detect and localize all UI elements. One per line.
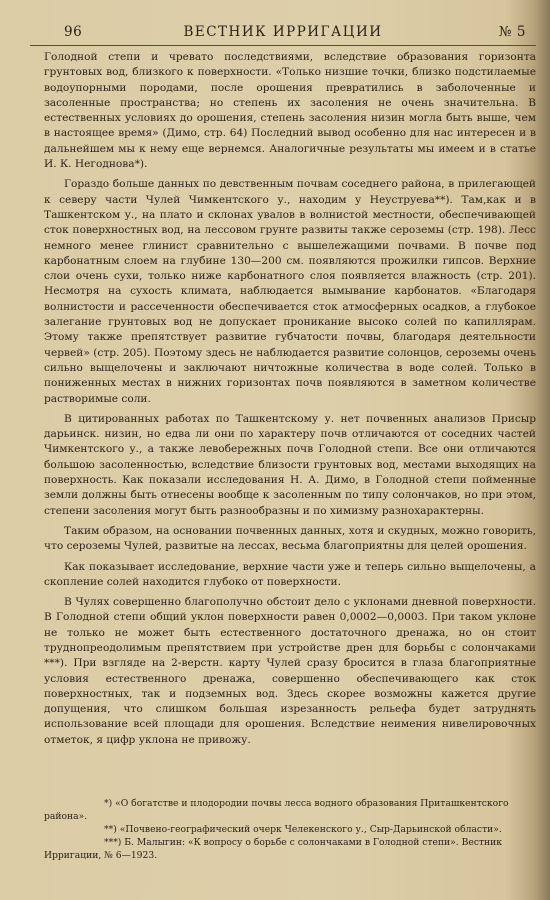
- page-number: 96: [64, 24, 83, 40]
- footnote: **) «Почвено-географический очерк Челекенского у., Сыр-Дарьинской области».: [104, 824, 502, 835]
- article-body: [44, 50, 536, 753]
- header-rule: [30, 45, 536, 46]
- paragraph: Гораздо больше данных по девственным почвам соседнего района, в прилегающей к северу части Чулей Чимкентского у., находим у Неуструева**). Там,как и в Ташкентском у., на плато и склонах увалов в волнистой местности, обеспечивающей сток поверхностных вод, на лессовом грунте развиты также сероземы (стр. 198). Лесс немного менее глинист сравнительно с вышележащими почвами. В почве под карбонатным слоем на глубине 130—200 см. появляются прожилки гипсов. Верхние слои очень сухи, только ниже карбонатного слоя появляется влажность (стр. 201). Несмотря на сухость климата, наблюдается вымывание карбонатов. «Благодаря волнистости и рассеченности обеспечивается сток атмосферных осадков, а глубокое залегание грунтовых вод не допускает проникание высоко солей по капиллярам. Этому также препятствует развитие губчатости почвы, благодаря деятельности червей» (стр. 205). Поэтому здесь не наблюдается развитие солонцов, сероземы очень сильно выщелочены и заключают ничтожные количества в воде солей. Только в пониженных местах в нижних горизонтах почв появляются в заметном количестве растворимые соли.: [44, 178, 536, 405]
- page-header: [30, 18, 536, 44]
- footnote: *) «О богатстве и плодородии почвы лесса водного образования Приташкентского района».: [44, 798, 509, 822]
- paragraph: В цитированных работах по Ташкентскому у. нет почвенных анализов Присыр дарьинск. низин, но едва ли они по характеру почв отличаются от соседних частей Чимкентского у., а также левобережных почв Голодной степи. Все они отличаются большою засоленностью, вследствие близости грунтовых вод, местами выходящих на поверхность. Как показали исследования Н. А. Димо, в Голодной степи пойменные земли должны быть отнесены вообще к засоленным по типу солончаков, но при этом, степени засоления могут быть разнообразны и по химизму разнохарактерны.: [44, 412, 536, 517]
- footnote: ***) Б. Малыгин: «К вопросу о борьбе с солончаками в Голодной степи». Вестник Ирригации, № 6—1923.: [44, 837, 503, 861]
- paragraph: Голодной степи и чревато последствиями, вследствие образования горизонта грунтовых вод, близкого к поверхности. «Только низшие точки, близко подстилаемые водоупорными породами, после орошения превратились в заболоченные и засоленные пространства; но степень их засоления не очень значительна. В естественных условиях до орошения, степень засоления низин могла быть выше, чем в настоящее время» (Димо, стр. 64) Последний вывод особенно для нас интересен и в дальнейшем мы к нему еще вернемся. Аналогичные результаты мы имеем и в статье И. К. Негоднова*).: [44, 51, 536, 171]
- paragraph: Как показывает исследование, верхние части уже и теперь сильно выщелочены, а скопление солей находится глубоко от поверхности.: [44, 560, 536, 588]
- paragraph: Таким образом, на основании почвенных данных, хотя и скудных, можно говорить, что сероземы Чулей, развитые на лессах, весьма благоприятны для целей орошения.: [44, 524, 536, 553]
- footnotes: [44, 797, 536, 862]
- paragraph: В Чулях совершенно благополучно обстоит дело с уклонами дневной поверхности. В Голодной степи общий уклон поверхности равен 0,0002—0,0003. При таком уклоне не только не может быть естественного достаточного дренажа, но он стоит труднопреодолимым препятствием при устройстве дрен для борьбы с солончаками ***). При взгляде на 2-верстн. карту Чулей сразу бросится в глаза благоприятные условия естественного дренажа, совершенно обеспечивающего как сток поверхностных, так и подземных вод. Здесь скорее возможны кажется другие допущения, что слишком большая изрезанность рельефа будет затруднять использование всей площади для орошения. Вследствие неимения нивелировочных отметок, я цифр уклона не привожу.: [44, 596, 536, 746]
- issue-number: № 5: [498, 24, 526, 40]
- journal-title: ВЕСТНИК ИРРИГАЦИИ: [183, 24, 383, 40]
